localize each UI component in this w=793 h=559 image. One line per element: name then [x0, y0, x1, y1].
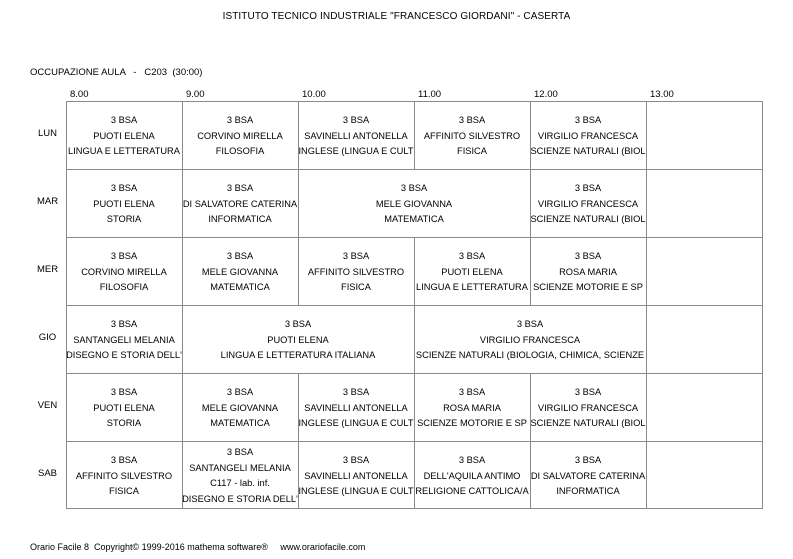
class-name: 3 BSA [342, 251, 370, 261]
subject-name: DISEGNO E STORIA DELL' [66, 350, 182, 360]
hour-label: 13.00 [650, 89, 674, 100]
class-name: 3 BSA [110, 251, 138, 261]
teacher-name: AFFINITO SILVESTRO [75, 470, 173, 481]
class-name: 3 BSA [342, 115, 370, 125]
subject-name: FILOSOFIA [215, 146, 265, 156]
subject-name: FISICA [341, 282, 371, 292]
class-name: 3 BSA [458, 387, 486, 397]
day-label: SAB [37, 468, 57, 479]
teacher-name: ROSA MARIA [559, 266, 617, 277]
class-name: 3 BSA [574, 183, 602, 193]
subject-name: FISICA [109, 486, 139, 496]
lesson-cell [182, 249, 298, 296]
subject-name: FISICA [457, 146, 487, 156]
lesson-cell [530, 249, 646, 296]
lesson-cell [414, 113, 530, 160]
column-divider [646, 305, 647, 373]
subject-name: MATEMATICA [210, 418, 270, 428]
page-title: ISTITUTO TECNICO INDUSTRIALE "FRANCESCO GIORDANI" - CASERTA [222, 11, 571, 22]
class-name: 3 BSA [574, 387, 602, 397]
lesson-cell [298, 113, 414, 160]
teacher-name: AFFINITO SILVESTRO [423, 130, 521, 141]
teacher-name: DELL'AQUILA ANTIMO [423, 470, 521, 481]
class-name: 3 BSA [110, 387, 138, 397]
teacher-name: VIRGILIO FRANCESCA [537, 130, 639, 141]
lesson-cell [414, 453, 530, 500]
subject-name: RELIGIONE CATTOLICA/A [415, 486, 529, 496]
class-name: 3 BSA [226, 387, 254, 397]
subject-name: LINGUA E LETTERATURA [416, 282, 528, 292]
teacher-name: PUOTI ELENA [441, 266, 503, 277]
subject-name: LINGUA E LETTERATURA [68, 146, 180, 156]
class-name: 3 BSA [226, 447, 254, 457]
website-link[interactable]: www.orariofacile.com [280, 542, 366, 552]
lesson-cell [298, 453, 414, 500]
lesson-cell [298, 249, 414, 296]
subject-name: STORIA [106, 418, 142, 428]
teacher-name: PUOTI ELENA [267, 334, 329, 345]
teacher-name: CORVINO MIRELLA [81, 266, 167, 277]
subject-name: FILOSOFIA [99, 282, 149, 292]
class-name: 3 BSA [110, 455, 138, 465]
subject-name: STORIA [106, 214, 142, 224]
hour-label: 10.00 [302, 89, 326, 100]
lesson-cell [182, 181, 298, 228]
teacher-name: VIRGILIO FRANCESCA [479, 334, 581, 345]
hour-label: 8.00 [70, 89, 89, 100]
class-name: 3 BSA [342, 455, 370, 465]
lesson-cell [66, 249, 182, 296]
lesson-cell [66, 113, 182, 160]
teacher-name: SAVINELLI ANTONELLA [304, 402, 408, 413]
column-divider [646, 169, 647, 237]
subject-name: SCIENZE NATURALI (BIOL [530, 418, 646, 428]
lesson-cell [530, 453, 646, 500]
teacher-name: MELE GIOVANNA [201, 402, 279, 413]
class-name: 3 BSA [226, 251, 254, 261]
lesson-cell [66, 181, 182, 228]
room-name: C117 - lab. inf. [210, 478, 270, 488]
day-label: MAR [36, 196, 59, 207]
hour-label: 9.00 [186, 89, 205, 100]
subject-name: MATEMATICA [384, 214, 444, 224]
class-name: 3 BSA [110, 115, 138, 125]
teacher-name: MELE GIOVANNA [201, 266, 279, 277]
copyright-text: Orario Facile 8 Copyright© 1999-2016 mathema software® [30, 542, 268, 552]
row-divider [66, 169, 763, 170]
class-name: 3 BSA [516, 319, 544, 329]
lesson-cell [66, 385, 182, 432]
subject-name: SCIENZE NATURALI (BIOLOGIA, CHIMICA, SCIENZE [415, 350, 645, 360]
lesson-cell [530, 385, 646, 432]
teacher-name: PUOTI ELENA [93, 402, 155, 413]
lesson-cell [182, 317, 414, 364]
lesson-cell [530, 113, 646, 160]
lesson-cell [298, 181, 530, 228]
class-name: 3 BSA [574, 115, 602, 125]
column-divider [646, 441, 647, 509]
hour-label: 12.00 [534, 89, 558, 100]
class-name: 3 BSA [284, 319, 312, 329]
subject-name: MATEMATICA [210, 282, 270, 292]
day-label: GIO [38, 332, 57, 343]
teacher-name: SAVINELLI ANTONELLA [304, 130, 408, 141]
class-name: 3 BSA [226, 183, 254, 193]
teacher-name: VIRGILIO FRANCESCA [537, 402, 639, 413]
lesson-cell [298, 385, 414, 432]
class-name: 3 BSA [110, 183, 138, 193]
subject-name: SCIENZE NATURALI (BIOL [530, 146, 646, 156]
column-divider [646, 237, 647, 305]
teacher-name: PUOTI ELENA [93, 130, 155, 141]
room-occupancy-label: OCCUPAZIONE AULA - C203 (30:00) [30, 67, 203, 78]
teacher-name: PUOTI ELENA [93, 198, 155, 209]
subject-name: INGLESE (LINGUA E CULT [298, 418, 414, 428]
lesson-cell [182, 113, 298, 160]
teacher-name: VIRGILIO FRANCESCA [537, 198, 639, 209]
subject-name: SCIENZE MOTORIE E SP [533, 282, 643, 292]
teacher-name: SANTANGELI MELANIA [73, 334, 175, 345]
class-name: 3 BSA [458, 251, 486, 261]
lesson-cell [182, 385, 298, 432]
lesson-cell [530, 181, 646, 228]
teacher-name: DI SALVATORE CATERINA [182, 198, 298, 209]
teacher-name: SANTANGELI MELANIA [189, 462, 291, 473]
class-name: 3 BSA [458, 455, 486, 465]
class-name: 3 BSA [400, 183, 428, 193]
lesson-cell [182, 445, 298, 507]
lesson-cell [66, 317, 182, 364]
day-label: LUN [37, 128, 57, 139]
subject-name: INFORMATICA [208, 214, 272, 224]
class-name: 3 BSA [574, 251, 602, 261]
class-name: 3 BSA [342, 387, 370, 397]
lesson-cell [414, 249, 530, 296]
lesson-cell [414, 385, 530, 432]
subject-name: INGLESE (LINGUA E CULT [298, 146, 414, 156]
subject-name: SCIENZE MOTORIE E SP [417, 418, 527, 428]
lesson-cell [414, 317, 646, 364]
teacher-name: MELE GIOVANNA [375, 198, 453, 209]
column-divider [646, 101, 647, 169]
class-name: 3 BSA [458, 115, 486, 125]
subject-name: SCIENZE NATURALI (BIOL [530, 214, 646, 224]
lesson-cell [66, 453, 182, 500]
class-name: 3 BSA [110, 319, 138, 329]
subject-name: DISEGNO E STORIA DELL' [182, 493, 298, 504]
subject-name: INGLESE (LINGUA E CULT [298, 486, 414, 496]
teacher-name: SAVINELLI ANTONELLA [304, 470, 408, 481]
teacher-name: CORVINO MIRELLA [197, 130, 283, 141]
teacher-name: AFFINITO SILVESTRO [307, 266, 405, 277]
class-name: 3 BSA [226, 115, 254, 125]
footer [30, 542, 365, 552]
class-name: 3 BSA [574, 455, 602, 465]
subject-name: INFORMATICA [556, 486, 620, 496]
teacher-name: DI SALVATORE CATERINA [530, 470, 646, 481]
subject-name: LINGUA E LETTERATURA ITALIANA [220, 350, 376, 360]
column-divider [646, 373, 647, 441]
day-label: MER [36, 264, 59, 275]
teacher-name: ROSA MARIA [443, 402, 501, 413]
hour-label: 11.00 [418, 89, 442, 100]
day-label: VEN [37, 400, 58, 411]
